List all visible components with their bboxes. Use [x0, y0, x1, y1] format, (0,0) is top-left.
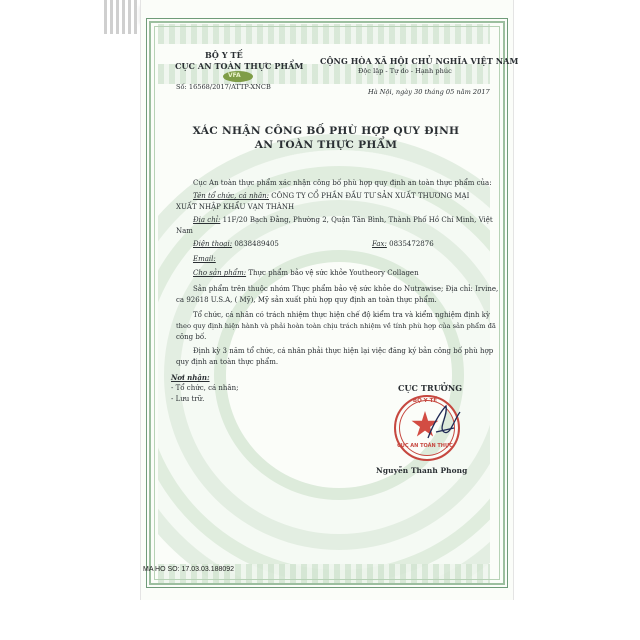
agency-logo-text: VFA: [228, 72, 241, 79]
phone-label: Điện thoại:: [193, 240, 233, 248]
intro-text: Cục An toàn thực phẩm xác nhận công bố phù hợp quy định an toàn thực phẩm của:: [193, 179, 492, 187]
signer-title: CỤC TRƯỞNG: [398, 383, 463, 393]
place-and-date: Hà Nội, ngày 30 tháng 05 năm 2017: [368, 88, 490, 96]
org-name-cont: XUẤT NHẬP KHẨU VẠN THÀNH: [176, 203, 295, 211]
recipient-item: - Tổ chức, cá nhân;: [171, 384, 239, 392]
signature-icon: [424, 402, 464, 444]
org-label: Tên tổ chức, cá nhân:: [193, 192, 270, 200]
country-name: CỘNG HÒA XÃ HỘI CHỦ NGHĨA VIỆT NAM: [320, 56, 519, 66]
paragraph-3: Định kỳ 3 năm tổ chức, cá nhân phải thực hiện lại việc đăng ký bản công bố phù hợp: [193, 347, 494, 355]
address-line: [193, 215, 493, 226]
paragraph-1: Sản phẩm trên thuộc nhóm Thực phẩm bảo vệ sức khỏe do Nutrawise; Địa chỉ: Irvine,: [193, 285, 499, 293]
phone-line: [193, 239, 279, 250]
recipients-label: Nơi nhận:: [171, 373, 210, 382]
fax-label: Fax:: [372, 240, 387, 248]
address-value: 11F/20 Bạch Đằng, Phường 2, Quận Tân Bình, Thành Phố Hồ Chí Minh, Việt: [222, 216, 493, 224]
paragraph-2: Tổ chức, cá nhân có trách nhiệm thực hiện chế độ kiểm tra và kiểm nghiệm định kỳ: [193, 311, 490, 319]
national-motto: Độc lập - Tự do - Hạnh phúc: [358, 67, 452, 75]
dossier-code: MA HO SO: 17.03.03.188092: [143, 566, 235, 573]
fax-value: 0835472876: [389, 240, 434, 248]
org-line: [193, 191, 469, 202]
email-label: Email:: [193, 255, 216, 263]
paragraph-2-cont: theo quy định hiện hành và phải hoàn toàn chịu trách nhiệm về tính phù hợp của sản phẩm đã: [176, 322, 496, 330]
product-label: Cho sản phẩm:: [193, 269, 247, 277]
signer-name: Nguyễn Thanh Phong: [376, 466, 468, 475]
document-title: XÁC NHẬN CÔNG BỐ PHÙ HỢP QUY ĐỊNH: [192, 125, 460, 137]
phone-value: 0838489405: [234, 240, 279, 248]
agency-name: CỤC AN TOÀN THỰC PHẨM: [175, 61, 304, 71]
fax-line: [372, 239, 434, 250]
document-number: Số: 16568/2017/ATTP-XNCB: [176, 83, 271, 91]
paragraph-2-end: công bố.: [176, 333, 207, 341]
product-value: Thực phẩm bảo vệ sức khỏe Youtheory Collagen: [248, 269, 419, 277]
product-line: [193, 268, 419, 279]
ministry-name: BỘ Y TẾ: [205, 50, 243, 60]
paragraph-1-cont: ca 92618 U.S.A, ( Mỹ), Mỹ sản xuất phù hợp quy định an toàn thực phẩm.: [176, 296, 437, 304]
recipient-item: - Lưu trữ.: [171, 395, 205, 403]
seal-bottom-text: CỤC AN TOÀN THỰC: [397, 443, 453, 449]
paragraph-3-cont: quy định an toàn thực phẩm.: [176, 358, 279, 366]
address-label: Địa chỉ:: [193, 216, 221, 224]
document-subtitle: AN TOÀN THỰC PHẨM: [254, 139, 398, 151]
address-cont: Nam: [176, 227, 193, 235]
seal-top-text: BỘ Y TẾ: [412, 398, 438, 404]
org-name: CÔNG TY CỔ PHẦN ĐẦU TƯ SẢN XUẤT THƯƠNG MẠI: [271, 192, 470, 200]
